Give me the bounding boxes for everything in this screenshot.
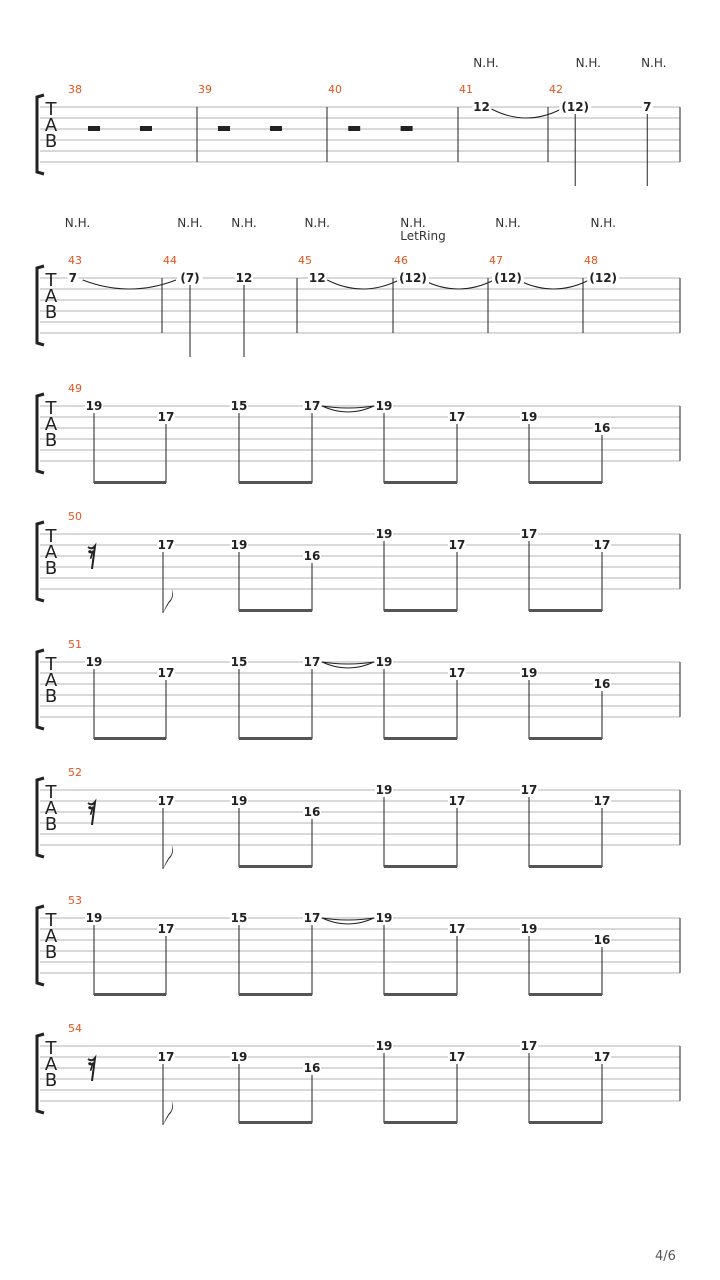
beam: [529, 737, 602, 740]
fret-number: 16: [303, 805, 321, 819]
tab-clef-letter: A: [44, 542, 58, 563]
let-ring-label: LetRing: [400, 229, 446, 243]
fret-number: 16: [593, 677, 611, 691]
rest: [218, 126, 230, 131]
eighth-rest: 𝄾: [88, 1054, 94, 1080]
tab-clef-letter: A: [44, 115, 58, 136]
natural-harmonic-label: N.H.: [400, 216, 426, 230]
fret-number: 12: [235, 271, 253, 285]
fret-number: (12): [561, 100, 590, 114]
fret-number: 19: [520, 922, 538, 936]
tab-clef-letter: B: [44, 1070, 58, 1091]
fret-number: 19: [375, 911, 393, 925]
tab-clef-letter: B: [44, 942, 58, 963]
tab-system: [37, 894, 680, 996]
beam: [384, 481, 457, 484]
fret-number: 17: [157, 410, 175, 424]
beam: [529, 609, 602, 612]
tab-clef-letter: T: [45, 654, 57, 675]
rest: [348, 126, 360, 131]
measure-number: 52: [68, 766, 82, 779]
fret-number: 19: [375, 399, 393, 413]
tab-system: [37, 638, 680, 740]
fret-number: 19: [520, 666, 538, 680]
beam: [239, 865, 312, 868]
beam: [529, 993, 602, 996]
fret-number: 17: [593, 538, 611, 552]
fret-number: 15: [230, 655, 248, 669]
fret-number: 7: [68, 271, 77, 285]
rest: [88, 126, 100, 131]
fret-number: (12): [589, 271, 618, 285]
beam: [384, 993, 457, 996]
fret-number: 19: [520, 410, 538, 424]
rest: [270, 126, 282, 131]
tab-clef-letter: B: [44, 558, 58, 579]
natural-harmonic-label: N.H.: [473, 56, 499, 70]
beam: [384, 865, 457, 868]
fret-number: (7): [180, 271, 200, 285]
tab-clef-letter: B: [44, 686, 58, 707]
fret-number: (12): [399, 271, 427, 285]
tab-clef-letter: T: [45, 270, 57, 291]
fret-number: 19: [85, 911, 103, 925]
fret-number: 17: [448, 794, 466, 808]
fret-number: 19: [85, 399, 103, 413]
fret-number: 15: [230, 911, 248, 925]
natural-harmonic-label: N.H.: [304, 216, 330, 230]
beam: [94, 481, 166, 484]
tab-clef-letter: T: [45, 526, 57, 547]
measure-number: 39: [198, 83, 212, 96]
fret-number: 16: [303, 1061, 321, 1075]
eighth-flag: [163, 1101, 173, 1125]
measure-number: 51: [68, 638, 82, 651]
beam: [384, 737, 457, 740]
natural-harmonic-label: N.H.: [177, 216, 203, 230]
tab-clef-letter: B: [44, 131, 58, 152]
measure-number: 45: [298, 254, 312, 267]
fret-number: 17: [303, 911, 321, 925]
fret-number: 19: [375, 783, 393, 797]
beam: [529, 865, 602, 868]
tab-clef-letter: T: [45, 99, 57, 120]
rest: [401, 126, 413, 131]
beam: [239, 1121, 312, 1124]
tab-clef-letter: A: [44, 926, 58, 947]
fret-number: 19: [375, 655, 393, 669]
measure-number: 44: [163, 254, 177, 267]
beam: [239, 737, 312, 740]
tab-clef-letter: A: [44, 670, 58, 691]
fret-number: 17: [593, 1050, 611, 1064]
fret-number: 12: [473, 100, 490, 114]
beam: [239, 609, 312, 612]
tab-system: [37, 510, 680, 613]
measure-number: 47: [489, 254, 503, 267]
fret-number: 17: [303, 399, 321, 413]
beam: [239, 993, 312, 996]
tie: [518, 280, 589, 289]
measure-number: 53: [68, 894, 82, 907]
fret-number: 19: [375, 1039, 393, 1053]
measure-number: 41: [459, 83, 473, 96]
fret-number: 16: [303, 549, 321, 563]
eighth-flag: [163, 845, 173, 869]
beam: [94, 737, 166, 740]
tie: [327, 280, 399, 289]
fret-number: 15: [230, 399, 248, 413]
fret-number: 19: [230, 538, 248, 552]
fret-number: 12: [308, 271, 326, 285]
tab-clef-letter: A: [44, 286, 58, 307]
tie: [423, 280, 494, 289]
fret-number: 19: [85, 655, 103, 669]
natural-harmonic-label: N.H.: [231, 216, 257, 230]
fret-number: (12): [494, 271, 522, 285]
rest: [140, 126, 152, 131]
fret-number: 17: [448, 922, 466, 936]
fret-number: 17: [157, 666, 175, 680]
measure-number: 38: [68, 83, 82, 96]
fret-number: 17: [593, 794, 611, 808]
beam: [94, 993, 166, 996]
tab-system: [37, 216, 680, 357]
tab-clef-letter: B: [44, 302, 58, 323]
tab-system: [37, 1022, 680, 1125]
fret-number: 17: [157, 1050, 175, 1064]
tab-clef-letter: T: [45, 910, 57, 931]
fret-number: 17: [520, 527, 538, 541]
measure-number: 49: [68, 382, 82, 395]
tab-clef-letter: A: [44, 1054, 58, 1075]
tie: [492, 109, 562, 118]
tab-system: [37, 382, 680, 484]
eighth-rest: 𝄾: [88, 798, 94, 824]
beam: [239, 481, 312, 484]
page-number: 4/6: [655, 1249, 676, 1264]
fret-number: 17: [448, 666, 466, 680]
fret-number: 16: [593, 933, 611, 947]
fret-number: 16: [593, 421, 611, 435]
tab-clef-letter: T: [45, 398, 57, 419]
natural-harmonic-label: N.H.: [495, 216, 521, 230]
fret-number: 19: [230, 794, 248, 808]
fret-number: 17: [303, 655, 321, 669]
measure-number: 48: [584, 254, 598, 267]
fret-number: 19: [230, 1050, 248, 1064]
tab-clef-letter: T: [45, 782, 57, 803]
tab-clef-letter: A: [44, 798, 58, 819]
tab-clef-letter: T: [45, 1038, 57, 1059]
natural-harmonic-label: N.H.: [590, 216, 616, 230]
fret-number: 17: [448, 1050, 466, 1064]
natural-harmonic-label: N.H.: [64, 216, 91, 230]
measure-number: 50: [68, 510, 82, 523]
measure-number: 46: [394, 254, 408, 267]
fret-number: 17: [448, 538, 466, 552]
tab-clef-letter: B: [44, 814, 58, 835]
tab-system: [37, 56, 680, 186]
tab-system: [37, 766, 680, 869]
measure-number: 40: [328, 83, 342, 96]
tab-clef-letter: B: [44, 430, 58, 451]
fret-number: 19: [375, 527, 393, 541]
fret-number: 17: [520, 1039, 538, 1053]
eighth-flag: [163, 589, 173, 613]
fret-number: 17: [157, 794, 175, 808]
natural-harmonic-label: N.H.: [575, 56, 602, 70]
fret-number: 7: [643, 100, 652, 114]
natural-harmonic-label: N.H.: [641, 56, 667, 70]
eighth-rest: 𝄾: [88, 542, 94, 568]
fret-number: 17: [157, 538, 175, 552]
tab-clef-letter: A: [44, 414, 58, 435]
beam: [384, 609, 457, 612]
beam: [529, 481, 602, 484]
measure-number: 54: [68, 1022, 82, 1035]
beam: [529, 1121, 602, 1124]
fret-number: 17: [157, 922, 175, 936]
fret-number: 17: [520, 783, 538, 797]
beam: [384, 1121, 457, 1124]
fret-number: 17: [448, 410, 466, 424]
measure-number: 42: [549, 83, 563, 96]
measure-number: 43: [68, 254, 82, 267]
